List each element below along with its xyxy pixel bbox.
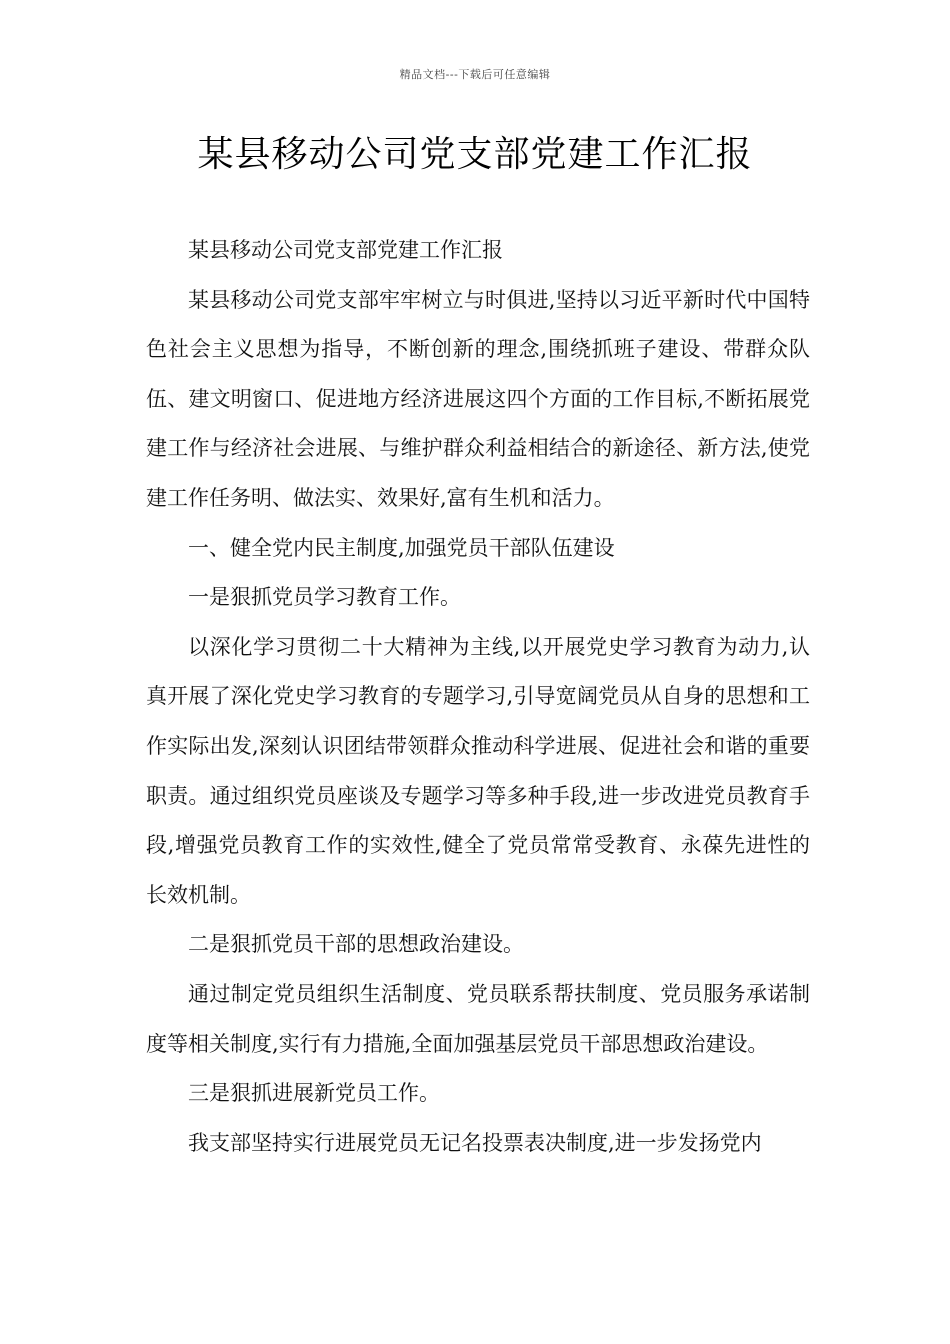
- header-note: 精品文档---下载后可任意编辑: [399, 68, 551, 81]
- paragraph: 三是狠抓进展新党员工作。: [188, 1081, 440, 1106]
- paragraph: 以深化学习贯彻二十大精神为主线,以开展党史学习教育为动力,认真开展了深化党史学习教育的专题学习,引导宽阔党员从自身的思想和工作实际出发,深刻认识团结带领群众推动科学进展、促进社会和谐的重要职责。通过组织党员座谈及专题学习等多种手段,进一步改进党员教育手段,增强党员教育工作的实效性,健全了党员常常受教育、永葆先进性的长效机制。: [146, 634, 810, 907]
- paragraph: 二是狠抓党员干部的思想政治建设。: [188, 932, 524, 957]
- section-heading: 一、健全党内民主制度,加强党员干部队伍建设: [188, 535, 615, 560]
- paragraph: 通过制定党员组织生活制度、党员联系帮扶制度、党员服务承诺制度等相关制度,实行有力措施,全面加强基层党员干部思想政治建设。: [146, 981, 810, 1056]
- paragraph: 某县移动公司党支部党建工作汇报: [188, 238, 503, 262]
- document-body: [146, 226, 810, 1168]
- paragraph: 我支部坚持实行进展党员无记名投票表决制度,进一步发扬党内: [188, 1130, 762, 1155]
- paragraph: 一是狠抓党员学习教育工作。: [188, 585, 461, 610]
- document-title: 某县移动公司党支部党建工作汇报: [197, 134, 753, 175]
- paragraph: 某县移动公司党支部牢牢树立与时俱进,坚持以习近平新时代中国特色社会主义思想为指导，不断创新的理念,围绕抓班子建设、带群众队伍、建文明窗口、促进地方经济进展这四个方面的工作目标,不断拓展党建工作与经济社会进展、与维护群众利益相结合的新途径、新方法,使党建工作任务明、做法实、效果好,富有生机和活力。: [146, 287, 810, 510]
